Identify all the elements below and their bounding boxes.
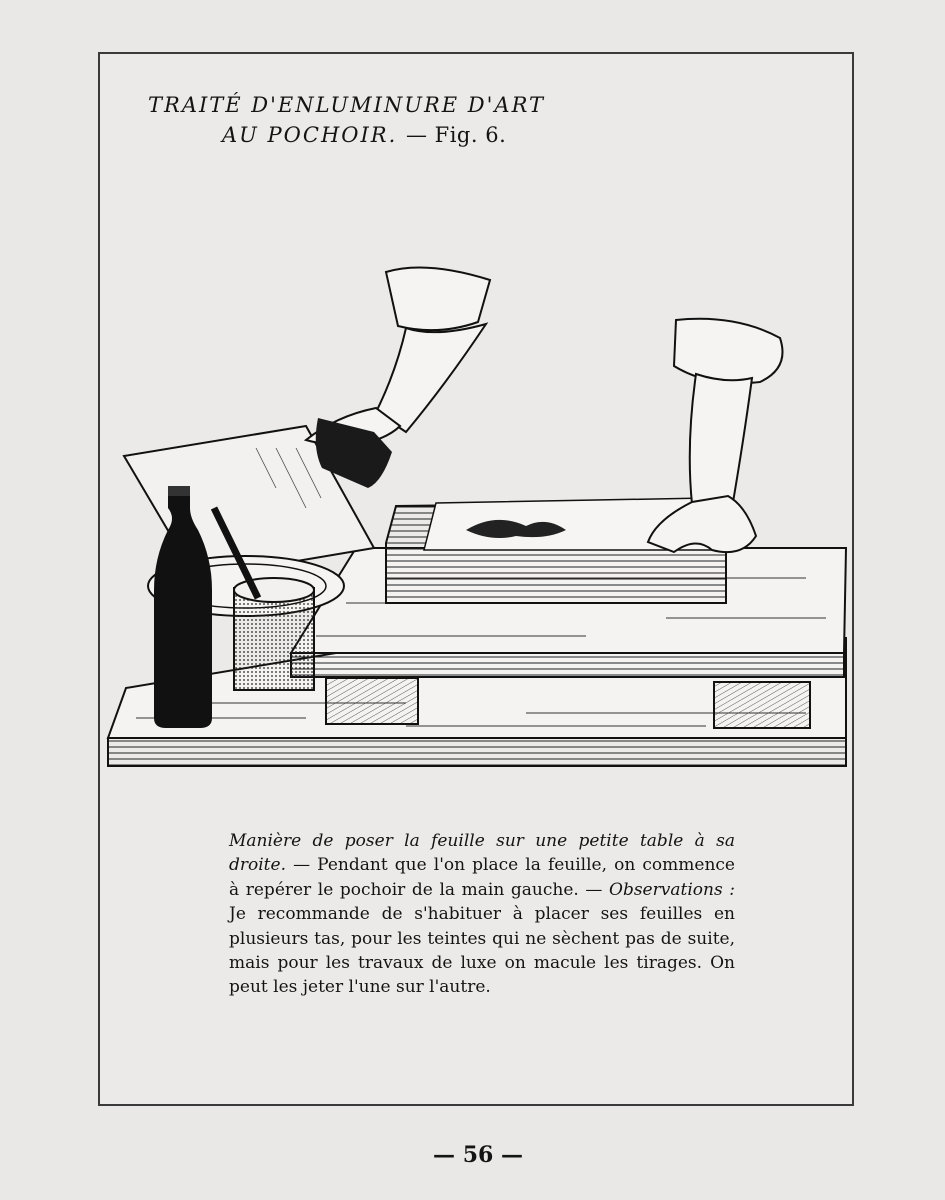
stencil-illustration bbox=[106, 258, 851, 774]
title-line-1: TRAITÉ D'ENLUMINURE D'ART bbox=[148, 93, 546, 117]
left-arm bbox=[376, 324, 486, 432]
paint-pot bbox=[234, 588, 314, 690]
right-arm bbox=[690, 374, 752, 508]
bottom-table-edge bbox=[108, 738, 846, 766]
left-sleeve bbox=[386, 268, 490, 331]
page-number: — 56 — bbox=[433, 1142, 523, 1168]
title-line-2 bbox=[148, 120, 628, 150]
caption-text-2: Je recommande de s'habituer à placer ses feuilles en plusieurs tas, pour les teintes qui ne sèchent pas de suite, mais pour les travaux de luxe on macule les tirages. On peut les jeter l'une sur l'autre. bbox=[229, 904, 735, 998]
figure-caption bbox=[229, 829, 735, 1000]
caption-lead: Manière de poser la feuille sur une petite table à sa droite. bbox=[229, 831, 735, 876]
observations-label: Observations : bbox=[609, 879, 735, 900]
support-block-left bbox=[326, 678, 418, 724]
right-sleeve bbox=[674, 319, 783, 383]
figure-reference: — Fig. 6. bbox=[405, 123, 507, 147]
caption-text-1: — Pendant que l'on place la feuille, on commence à repérer le pochoir de la main gauche. — bbox=[229, 855, 735, 900]
page-title bbox=[148, 90, 628, 150]
title-line-2-text: AU POCHOIR. bbox=[222, 123, 398, 147]
support-block-right bbox=[714, 682, 810, 728]
small-table-edge bbox=[291, 653, 844, 677]
